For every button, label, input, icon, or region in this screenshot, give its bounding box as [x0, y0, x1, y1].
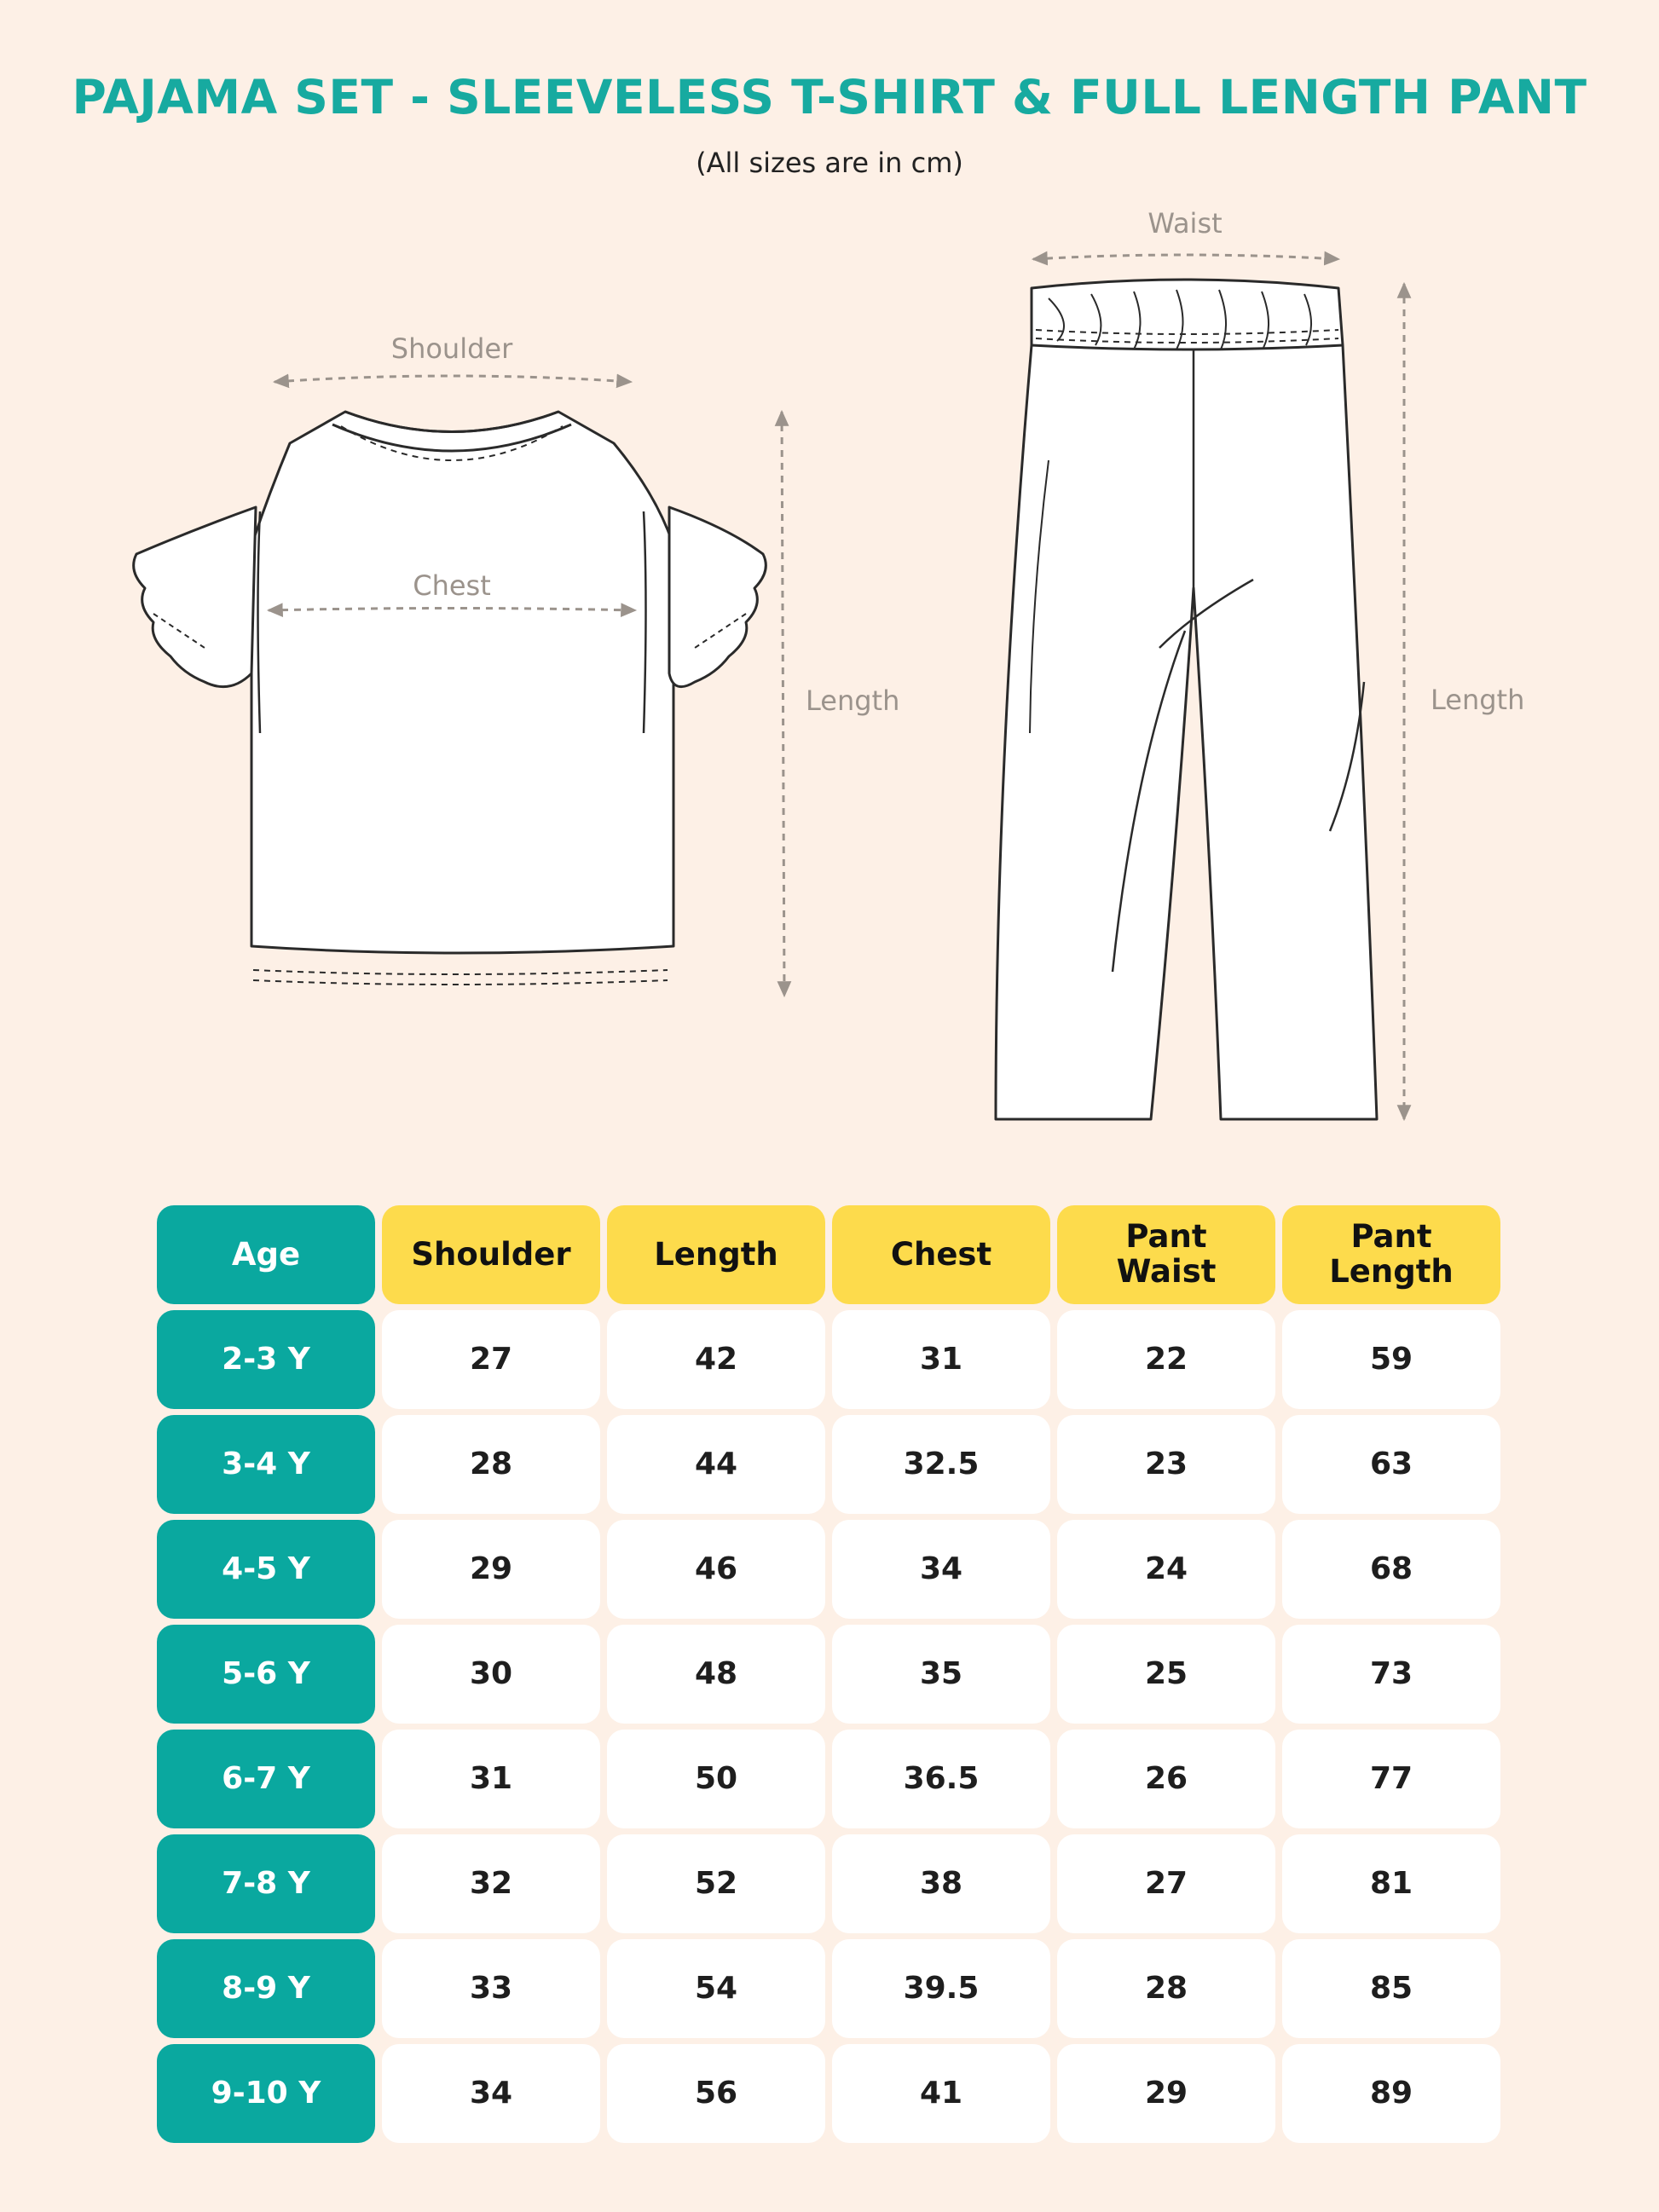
age-cell: 9-10 Y [157, 2044, 375, 2143]
header-age: Age [157, 1205, 375, 1304]
tshirt-length-label: Length [806, 684, 900, 717]
value-cell-pant-length: 59 [1282, 1310, 1500, 1409]
value-cell-pant-waist: 27 [1057, 1834, 1275, 1933]
value-cell-chest: 39.5 [832, 1939, 1050, 2038]
age-cell: 6-7 Y [157, 1730, 375, 1828]
value-cell-length: 42 [607, 1310, 825, 1409]
value-cell-pant-waist: 25 [1057, 1625, 1275, 1724]
value-cell-pant-length: 77 [1282, 1730, 1500, 1828]
value-cell-length: 52 [607, 1834, 825, 1933]
value-cell-pant-waist: 26 [1057, 1730, 1275, 1828]
value-cell-pant-length: 85 [1282, 1939, 1500, 2038]
value-cell-pant-length: 63 [1282, 1415, 1500, 1514]
value-cell-pant-waist: 24 [1057, 1520, 1275, 1619]
value-cell-pant-waist: 28 [1057, 1939, 1275, 2038]
value-cell-chest: 36.5 [832, 1730, 1050, 1828]
value-cell-chest: 41 [832, 2044, 1050, 2143]
value-cell-shoulder: 32 [382, 1834, 600, 1933]
value-cell-pant-waist: 29 [1057, 2044, 1275, 2143]
value-cell-pant-length: 68 [1282, 1520, 1500, 1619]
value-cell-length: 44 [607, 1415, 825, 1514]
value-cell-length: 46 [607, 1520, 825, 1619]
value-cell-shoulder: 34 [382, 2044, 600, 2143]
value-cell-chest: 32.5 [832, 1415, 1050, 1514]
garment-illustration [0, 188, 1659, 1151]
value-cell-pant-length: 73 [1282, 1625, 1500, 1724]
page-title: PAJAMA SET - SLEEVELESS T-SHIRT & FULL LENGTH PANT [72, 70, 1587, 124]
header-length: Length [607, 1205, 825, 1304]
shoulder-label: Shoulder [390, 332, 513, 365]
value-cell-chest: 38 [832, 1834, 1050, 1933]
age-cell: 3-4 Y [157, 1415, 375, 1514]
value-cell-length: 50 [607, 1730, 825, 1828]
tshirt-drawing [134, 412, 766, 985]
units-note: (All sizes are in cm) [696, 147, 963, 179]
value-cell-length: 54 [607, 1939, 825, 2038]
header-chest: Chest [832, 1205, 1050, 1304]
header-pant-length: Pant Length [1282, 1205, 1500, 1304]
value-cell-shoulder: 28 [382, 1415, 600, 1514]
age-cell: 7-8 Y [157, 1834, 375, 1933]
value-cell-chest: 31 [832, 1310, 1050, 1409]
age-cell: 5-6 Y [157, 1625, 375, 1724]
chest-label: Chest [413, 569, 491, 602]
pant-length-label: Length [1431, 684, 1525, 716]
value-cell-length: 56 [607, 2044, 825, 2143]
header-pant-waist: Pant Waist [1057, 1205, 1275, 1304]
value-cell-pant-length: 81 [1282, 1834, 1500, 1933]
value-cell-shoulder: 29 [382, 1520, 600, 1619]
value-cell-length: 48 [607, 1625, 825, 1724]
value-cell-shoulder: 30 [382, 1625, 600, 1724]
pant-drawing [996, 280, 1377, 1119]
value-cell-pant-waist: 23 [1057, 1415, 1275, 1514]
age-cell: 8-9 Y [157, 1939, 375, 2038]
value-cell-shoulder: 33 [382, 1939, 600, 2038]
age-cell: 2-3 Y [157, 1310, 375, 1409]
header-shoulder: Shoulder [382, 1205, 600, 1304]
age-cell: 4-5 Y [157, 1520, 375, 1619]
value-cell-chest: 34 [832, 1520, 1050, 1619]
value-cell-shoulder: 31 [382, 1730, 600, 1828]
size-chart-table [157, 1205, 1500, 2143]
value-cell-chest: 35 [832, 1625, 1050, 1724]
value-cell-pant-length: 89 [1282, 2044, 1500, 2143]
value-cell-shoulder: 27 [382, 1310, 600, 1409]
value-cell-pant-waist: 22 [1057, 1310, 1275, 1409]
waist-label: Waist [1147, 207, 1223, 240]
